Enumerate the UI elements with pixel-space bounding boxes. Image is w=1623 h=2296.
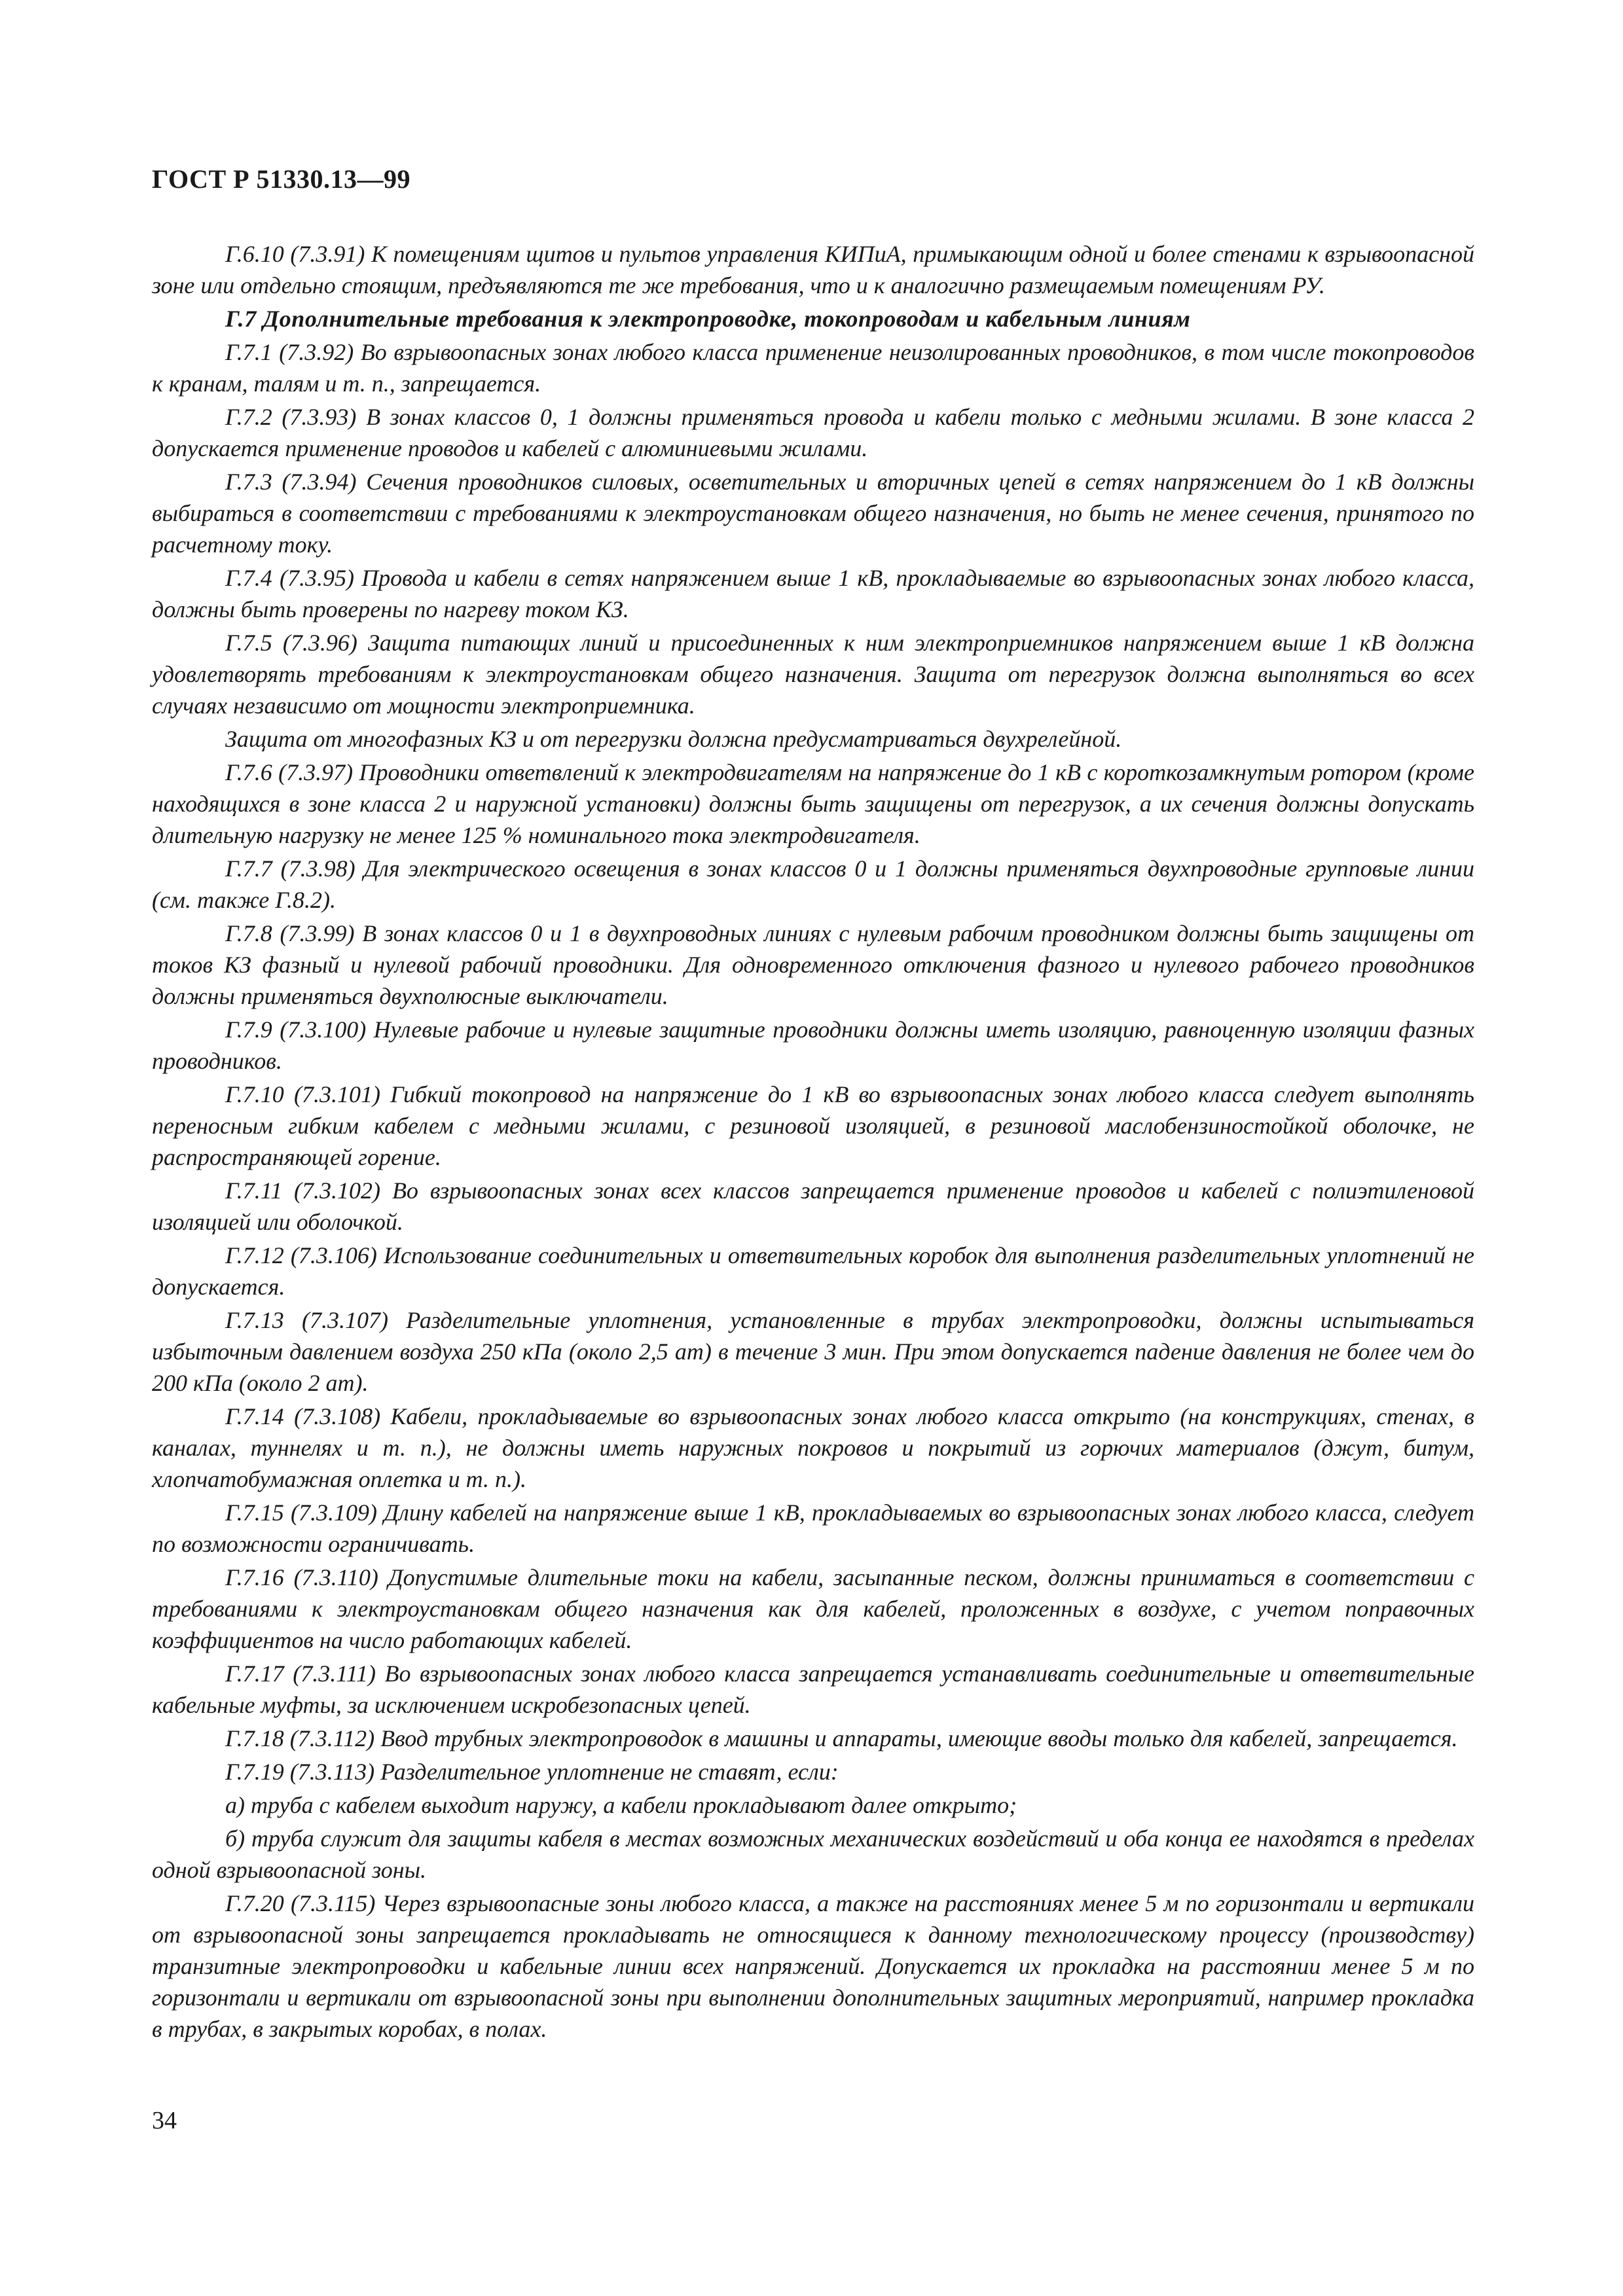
- paragraph-g-7-19: Г.7.19 (7.3.113) Разделительное уплотнение не ставят, если:: [225, 1759, 839, 1785]
- paragraph-g-7-13: Г.7.13 (7.3.107) Разделительные уплотнения, установленные в трубах электропроводки, должны испытываться избыточным давлением воздуха 250 кПа (около 2,5 ат) в течение 3 мин. При этом допускается падение давления не более чем до 200 кПа (около 2 ат).: [152, 1307, 1474, 1396]
- paragraph-g-7-6: Г.7.6 (7.3.97) Проводники ответвлений к электродвигателям на напряжение до 1 кВ с короткозамкнутым ротором (кроме находящихся в зоне класса 2 и наружной установки) должны быть защищены от перегрузок, а их сечения должны допускать длительную нагрузку не менее 125 % номинального тока электродвигателя.: [152, 759, 1474, 848]
- paragraph-g-7-5-note: Защита от многофазных КЗ и от перегрузки должна предусматриваться двухрелейной.: [225, 726, 1122, 752]
- paragraph-g-7-5: Г.7.5 (7.3.96) Защита питающих линий и присоединенных к ним электроприемников напряжением выше 1 кВ должна удовлетворять требованиям к электроустановкам общего назначения. Защита от перегрузок должна выполняться во всех случаях независимо от мощности электроприемника.: [152, 630, 1474, 719]
- paragraph-g-7-3: Г.7.3 (7.3.94) Сечения проводников силовых, осветительных и вторичных цепей в сетях напряжением до 1 кВ должны выбираться в соответствии с требованиями к электроустановкам общего назначения, но быть не менее сечения, принятого по расчетному току.: [152, 469, 1474, 558]
- paragraph-g-7-2: Г.7.2 (7.3.93) В зонах классов 0, 1 должны применяться провода и кабели только с медными жилами. В зоне класса 2 допускается применение проводов и кабелей с алюминиевыми жилами.: [152, 404, 1474, 461]
- paragraph-g-7-11: Г.7.11 (7.3.102) Во взрывоопасных зонах всех классов запрещается применение проводов и кабелей с полиэтиленовой изоляцией или оболочкой.: [152, 1177, 1474, 1235]
- paragraph-g-7-12: Г.7.12 (7.3.106) Использование соединительных и ответвительных коробок для выполнения разделительных уплотнений не допускается.: [152, 1242, 1474, 1300]
- paragraph-g-6-10: Г.6.10 (7.3.91) К помещениям щитов и пультов управления КИПиА, примыкающим одной и более стенами к взрывоопасной зоне или отдельно стоящим, предъявляются те же требования, что и к аналогично размещаемым помещениям РУ.: [152, 241, 1474, 298]
- paragraph-g-7-9: Г.7.9 (7.3.100) Нулевые рабочие и нулевые защитные проводники должны иметь изоляцию, равноценную изоляции фазных проводников.: [152, 1016, 1474, 1074]
- section-heading-g-7: Г.7 Дополнительные требования к электропроводке, токопроводам и кабельным линиям: [225, 306, 1191, 332]
- paragraph-g-7-14: Г.7.14 (7.3.108) Кабели, прокладываемые во взрывоопасных зонах любого класса открыто (на конструкциях, стенах, в каналах, туннелях и т. п.), не должны иметь наружных покровов и покрытий из горючих материалов (джут, битум, хлопчатобумажная оплетка и т. п.).: [152, 1403, 1474, 1492]
- list-item-b: б) труба служит для защиты кабеля в местах возможных механических воздействий и оба конца ее находятся в пределах одной взрывоопасной зоны.: [152, 1825, 1474, 1883]
- paragraph-g-7-17: Г.7.17 (7.3.111) Во взрывоопасных зонах любого класса запрещается устанавливать соединительные и ответвительные кабельные муфты, за исключением искробезопасных цепей.: [152, 1660, 1474, 1718]
- paragraph-g-7-1: Г.7.1 (7.3.92) Во взрывоопасных зонах любого класса применение неизолированных проводников, в том числе токопроводов к кранам, талям и т. п., запрещается.: [152, 339, 1474, 397]
- paragraph-g-7-20: Г.7.20 (7.3.115) Через взрывоопасные зоны любого класса, а также на расстояниях менее 5 м по горизонтали и вертикали от взрывоопасной зоны запрещается прокладывать не относящиеся к данному технологическому процессу (производству) транзитные электропроводки и кабельные линии всех напряжений. Допускается их прокладка на расстоянии менее 5 м по горизонтали и вертикали от взрывоопасной зоны при выполнении дополнительных защитных мероприятий, например прокладка в трубах, в закрытых коробах, в полах.: [152, 1890, 1474, 2042]
- paragraph-g-7-18: Г.7.18 (7.3.112) Ввод трубных электропроводок в машины и аппараты, имеющие вводы только для кабелей, запрещается.: [225, 1725, 1458, 1751]
- document-body: [152, 238, 1474, 2047]
- paragraph-g-7-4: Г.7.4 (7.3.95) Провода и кабели в сетях напряжением выше 1 кВ, прокладываемые во взрывоопасных зонах любого класса, должны быть проверены по нагреву током КЗ.: [152, 565, 1474, 622]
- paragraph-g-7-16: Г.7.16 (7.3.110) Допустимые длительные токи на кабели, засыпанные песком, должны приниматься в соответствии с требованиями к электроустановкам общего назначения как для кабелей, проложенных в воздухе, с учетом поправочных коэффициентов на число работающих кабелей.: [152, 1564, 1474, 1653]
- paragraph-g-7-15: Г.7.15 (7.3.109) Длину кабелей на напряжение выше 1 кВ, прокладываемых во взрывоопасных зонах любого класса, следует по возможности ограничивать.: [152, 1499, 1474, 1557]
- paragraph-g-7-8: Г.7.8 (7.3.99) В зонах классов 0 и 1 в двухпроводных линиях с нулевым рабочим проводником должны быть защищены от токов КЗ фазный и нулевой рабочий проводники. Для одновременного отключения фазного и нулевого рабочего проводников должны применяться двухполюсные выключатели.: [152, 920, 1474, 1009]
- list-item-a: а) труба с кабелем выходит наружу, а кабели прокладывают далее открыто;: [225, 1792, 1017, 1818]
- paragraph-g-7-7: Г.7.7 (7.3.98) Для электрического освещения в зонах классов 0 и 1 должны применяться двухпроводные групповые линии (см. также Г.8.2).: [152, 855, 1474, 913]
- page-number: 34: [152, 2107, 177, 2134]
- document-header: ГОСТ Р 51330.13—99: [152, 164, 411, 194]
- paragraph-g-7-10: Г.7.10 (7.3.101) Гибкий токопровод на напряжение до 1 кВ во взрывоопасных зонах любого класса следует выполнять переносным гибким кабелем с медными жилами, с резиновой изоляцией, в резиновой маслобензиностойкой оболочке, не распространяющей горение.: [152, 1081, 1474, 1170]
